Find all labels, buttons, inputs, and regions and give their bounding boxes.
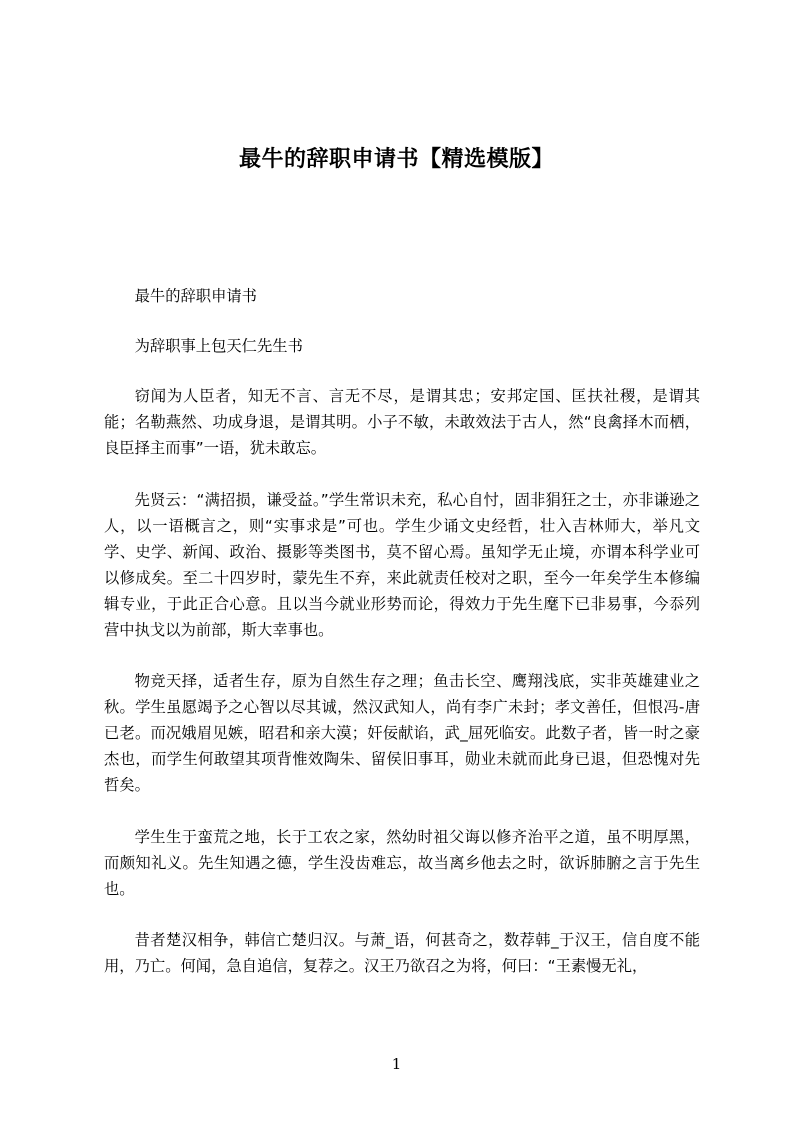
paragraph-3: 物竞天择，适者生存，原为自然生存之理；鱼击长空、鹰翔浅底，实非英雄建业之秋。学生虽愿竭予之心智以尽其诚，然汉武知人，尚有李广未封；孝文善任，但恨冯-唐已老。而况娥眉见嫉，昭君和亲大漠；奸佞献谄，武_屈死临安。此数子者，皆一时之豪杰也，而学生何敢望其项背惟效陶朱、留侯旧事耳，勋业未就而此身已退，但恐愧对先哲矣。	[104, 672, 700, 794]
letter-addressee: 为辞职事上包天仁先生书	[134, 337, 303, 355]
page-number: 1	[391, 1055, 402, 1073]
document-subtitle: 最牛的辞职申请书	[134, 287, 257, 305]
document-body	[104, 283, 700, 1005]
paragraph-4: 学生生于蛮荒之地，长于工农之家，然幼时祖父诲以修齐治平之道，虽不明厚黑，而颇知礼义。先生知遇之德，学生没齿难忘，故当离乡他去之时，欲诉肺腑之言于先生也。	[104, 827, 700, 898]
document-title: 最牛的辞职申请书【精选模版】	[238, 147, 554, 172]
paragraph-2: 先贤云：“满招损，谦受益。”学生常识未充，私心自忖，固非狷狂之士，亦非谦逊之人，以一语概言之，则“实事求是”可也。学生少诵文史经哲，壮入吉林师大，举凡文学、史学、新闻、政治、摄影等类图书，莫不留心焉。虽知学无止境，亦谓本科学业可以修成矣。至二十四岁时，蒙先生不弃，来此就责任校对之职，至今一年矣学生本修编辑专业，于此正合心意。且以当今就业形势而论，得效力于先生麾下已非易事，今忝列营中执戈以为前部，斯大幸事也。	[104, 490, 700, 639]
paragraph-1: 窃闻为人臣者，知无不言、言无不尽，是谓其忠；安邦定国、匡扶社稷，是谓其能；名勒燕然、功成身退，是谓其明。小子不敏，未敢效法于古人，然“良禽择木而栖，良臣择主而事”一语，犹未敢忘。	[104, 387, 700, 457]
paragraph-5: 昔者楚汉相争，韩信亡楚归汉。与萧_语，何甚奇之，数荐韩_于汉王，信自度不能用，乃亡。何闻，急自追信，复荐之。汉王乃欲召之为将，何曰：“王素慢无礼，	[104, 931, 700, 975]
